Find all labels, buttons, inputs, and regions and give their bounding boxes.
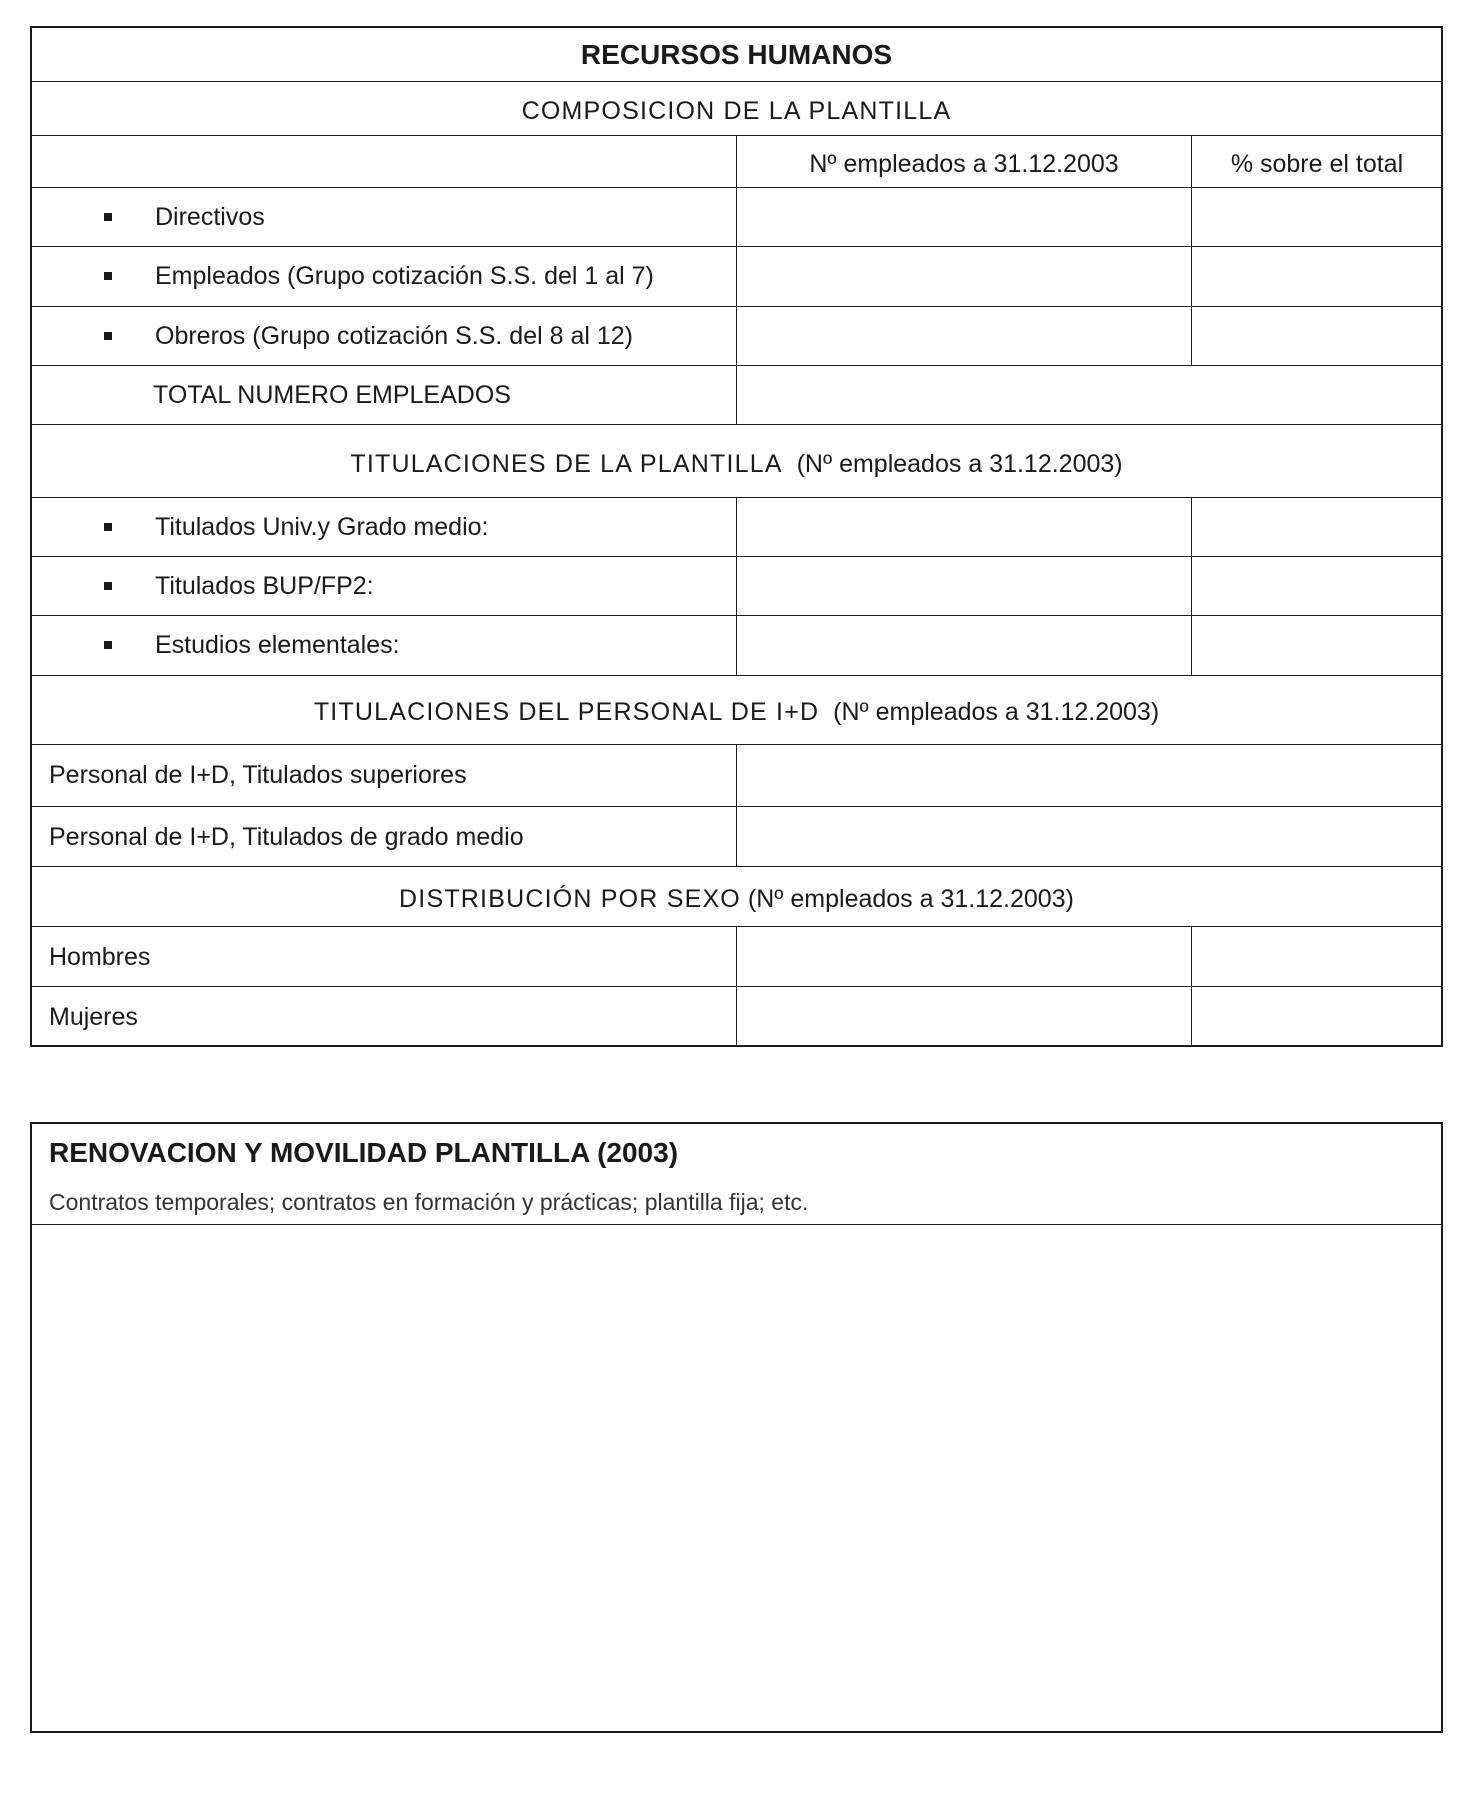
bullet-icon: [104, 332, 112, 340]
input-cell[interactable]: [738, 499, 1190, 555]
col-divider: [736, 744, 737, 866]
input-cell[interactable]: [738, 617, 1190, 674]
row-estudios-elementales: Estudios elementales:: [155, 631, 400, 659]
input-cell[interactable]: [1193, 617, 1441, 674]
row-divider: [31, 424, 1442, 425]
bullet-icon: [104, 213, 112, 221]
recursos-humanos-title: RECURSOS HUMANOS: [580, 39, 893, 70]
sexo-heading-text: DISTRIBUCIÓN POR SEXO: [399, 885, 741, 913]
input-cell[interactable]: [738, 928, 1190, 985]
renovacion-subtitle: Contratos temporales; contratos en formación y prácticas; plantilla fija; etc.: [49, 1189, 809, 1215]
bullet-icon: [104, 641, 112, 649]
titulaciones-heading-suffix: (Nº empleados a 31.12.2003): [796, 450, 1123, 478]
row-id-superiores: Personal de I+D, Titulados superiores: [49, 761, 467, 789]
col-header-empleados: Nº empleados a 31.12.2003: [809, 150, 1119, 178]
input-cell[interactable]: [1193, 499, 1441, 555]
col-divider: [736, 926, 737, 1046]
bullet-icon: [104, 523, 112, 531]
col-header-porcentaje: % sobre el total: [1230, 150, 1404, 178]
input-cell[interactable]: [738, 308, 1190, 364]
renovacion-title: RENOVACION Y MOVILIDAD PLANTILLA (2003): [49, 1137, 679, 1168]
input-cell[interactable]: [1193, 248, 1441, 305]
titulaciones-heading: [31, 452, 1442, 477]
input-cell[interactable]: [1193, 988, 1441, 1045]
input-cell[interactable]: [738, 189, 1190, 245]
row-divider: [31, 1224, 1442, 1225]
bullet-icon: [104, 582, 112, 590]
sexo-heading: [31, 887, 1442, 912]
row-divider: [31, 866, 1442, 867]
input-cell[interactable]: [738, 808, 1441, 865]
input-cell[interactable]: [738, 367, 1441, 423]
bullet-icon: [104, 272, 112, 280]
titulaciones-heading-text: TITULACIONES DE LA PLANTILLA: [350, 450, 783, 478]
row-hombres: Hombres: [49, 943, 151, 971]
composicion-heading: COMPOSICION DE LA PLANTILLA: [521, 97, 952, 125]
renovacion-text-area[interactable]: [32, 1226, 1441, 1731]
row-empleados: Empleados (Grupo cotización S.S. del 1 al 7): [155, 262, 654, 290]
sexo-heading-suffix: (Nº empleados a 31.12.2003): [747, 885, 1074, 913]
input-cell[interactable]: [738, 746, 1441, 805]
input-cell[interactable]: [1193, 558, 1441, 614]
col-divider: [1191, 497, 1192, 675]
col-divider: [1191, 926, 1192, 1046]
input-cell[interactable]: [1193, 308, 1441, 364]
id-heading: [31, 700, 1442, 725]
row-obreros: Obreros (Grupo cotización S.S. del 8 al 12): [155, 322, 634, 350]
id-heading-text: TITULACIONES DEL PERSONAL DE I+D: [313, 698, 820, 726]
row-id-grado-medio: Personal de I+D, Titulados de grado medio: [49, 823, 524, 851]
col-divider: [736, 497, 737, 675]
input-cell[interactable]: [738, 558, 1190, 614]
row-total-empleados: TOTAL NUMERO EMPLEADOS: [153, 381, 511, 409]
input-cell[interactable]: [1193, 189, 1441, 245]
row-titulados-univ: Titulados Univ.y Grado medio:: [155, 513, 489, 541]
input-cell[interactable]: [738, 988, 1190, 1045]
col-divider: [736, 135, 737, 424]
row-mujeres: Mujeres: [49, 1003, 138, 1031]
row-directivos: Directivos: [155, 203, 265, 231]
id-heading-suffix: (Nº empleados a 31.12.2003): [833, 698, 1160, 726]
input-cell[interactable]: [1193, 928, 1441, 985]
row-divider: [31, 81, 1442, 82]
row-titulados-bup: Titulados BUP/FP2:: [155, 572, 374, 600]
input-cell[interactable]: [738, 248, 1190, 305]
row-divider: [31, 675, 1442, 676]
